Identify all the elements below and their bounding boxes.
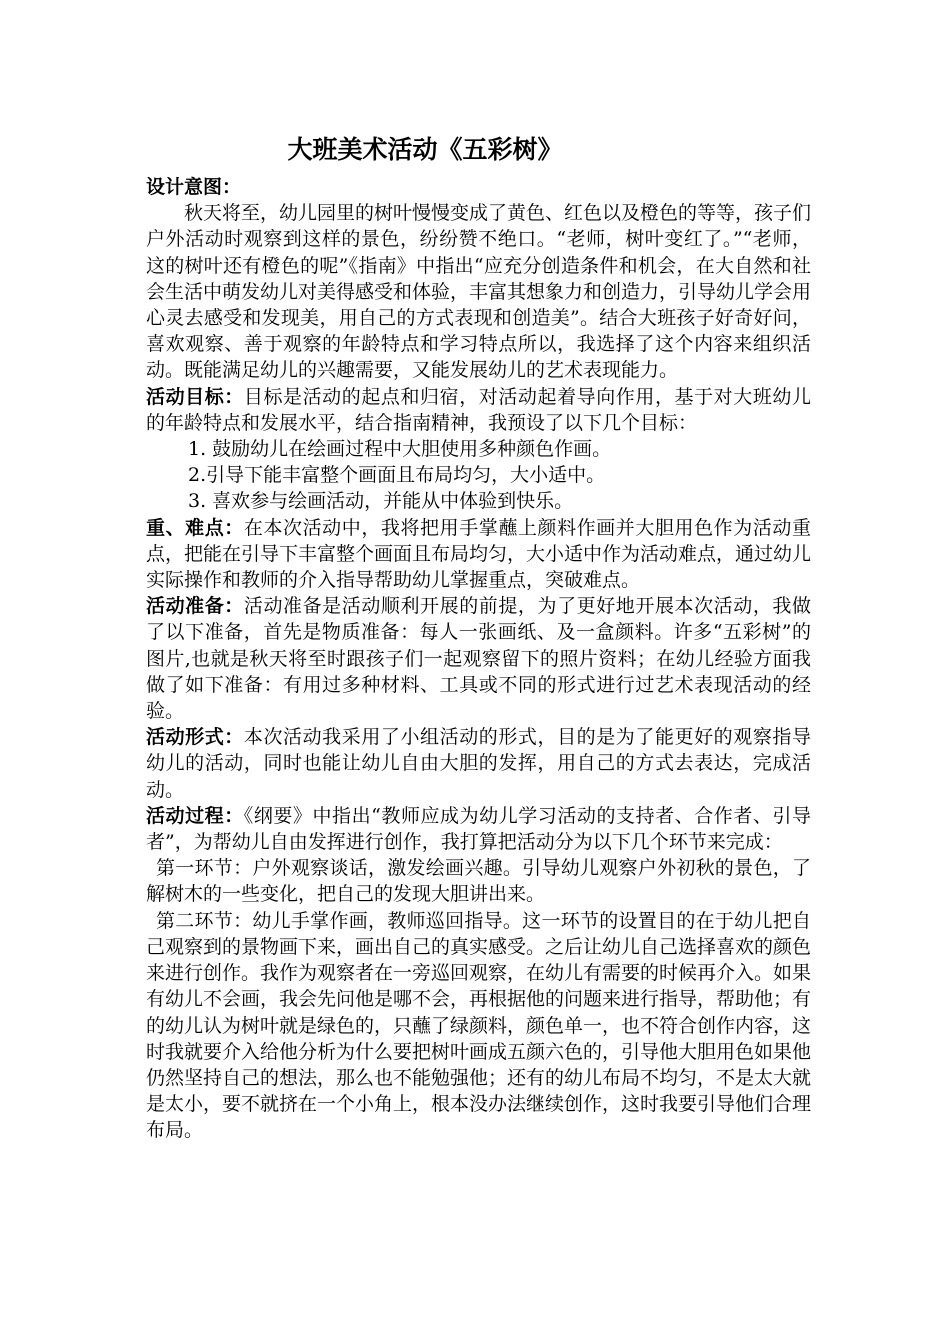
goal-item-2: 2.引导下能丰富整个画面且布局均匀，大小适中。 <box>188 464 606 487</box>
stage-1: 第一环节：户外观察谈话，激发绘画兴趣。引导幼儿观察户外初秋的景色，了解树木的一些变化，把自己的发现大胆讲出来。 <box>146 857 811 906</box>
document-body <box>146 174 811 1144</box>
form-heading: 活动形式： <box>146 726 244 749</box>
prep-text: 活动准备是活动顺利开展的前提，为了更好地开展本次活动，我做了以下准备，首先是物质准备：每人一张画纸、及一盒颜料。许多“五彩树”的图片,也就是秋天将至时跟孩子们一起观察留下的照片资料；在幼儿经验方面我做了如下准备：有用过多种材料、工具或不同的形式进行过艺术表现活动的经验。 <box>146 595 811 723</box>
keypoints-paragraph <box>146 515 811 594</box>
goal-item-1: 1. 鼓励幼儿在绘画过程中大胆使用多种颜色作画。 <box>188 438 612 461</box>
goals-text: 目标是活动的起点和归宿，对活动起着导向作用，基于对大班幼儿的年龄特点和发展水平，结合指南精神，我预设了以下几个目标： <box>146 385 811 434</box>
goal-item-3: 3. 喜欢参与绘画活动，并能从中体验到快乐。 <box>188 490 574 513</box>
keypoints-heading: 重、难点： <box>146 516 244 539</box>
process-text: 《纲要》中指出“教师应成为幼儿学习活动的支持者、合作者、引导者”，为帮幼儿自由发挥进行创作，我打算把活动分为以下几个环节来完成： <box>146 804 811 854</box>
document-title: 大班美术活动《五彩树》 <box>287 135 563 164</box>
design-heading: 设计意图： <box>146 176 242 198</box>
process-heading: 活动过程： <box>146 804 244 827</box>
process-paragraph <box>146 803 811 855</box>
design-paragraph: 秋天将至，幼儿园里的树叶慢慢变成了黄色、红色以及橙色的等等，孩子们户外活动时观察到这样的景色，纷纷赞不绝口。“老师，树叶变红了。”“老师，这的树叶还有橙色的呢”《指南》中指出“应充分创造条件和机会，在大自然和社会生活中萌发幼儿对美得感受和体验，丰富其想象力和创造力，引导幼儿学会用心灵去感受和发现美，用自己的方式表现和创造美”。结合大班孩子好奇好问，喜欢观察、善于观察的年龄特点和学习特点所以，我选择了这个内容来组织活动。既能满足幼儿的兴趣需要，又能发展幼儿的艺术表现能力。 <box>146 202 812 382</box>
prep-paragraph <box>146 593 811 724</box>
stage-2: 第二环节：幼儿手掌作画，教师巡回指导。这一环节的设置目的在于幼儿把自己观察到的景物画下来，画出自己的真实感受。之后让幼儿自己选择喜欢的颜色来进行创作。我作为观察者在一旁巡回观察，在幼儿有需要的时候再介入。如果有幼儿不会画，我会先问他是哪不会，再根据他的问题来进行指导，帮助他；有的幼儿认为树叶就是绿色的，只蘸了绿颜料，颜色单一，也不符合创作内容，这时我就要介入给他分析为什么要把树叶画成五颜六色的，引导他大胆用色如果他仍然坚持自己的想法，那么也不能勉强他；还有的幼儿布局不均匀，不是太大就是太小，要不就挤在一个小角上，根本没办法继续创作，这时我要引导他们合理布局。 <box>146 909 812 1142</box>
prep-heading: 活动准备： <box>146 595 244 618</box>
form-paragraph <box>146 724 811 803</box>
form-text: 本次活动我采用了小组活动的形式，目的是为了能更好的观察指导幼儿的活动，同时也能让幼儿自由大胆的发挥，用自己的方式去表达，完成活动。 <box>146 726 811 801</box>
goals-paragraph <box>146 384 811 436</box>
keypoints-text: 在本次活动中，我将把用手掌蘸上颜料作画并大胆用色作为活动重点，把能在引导下丰富整个画面且布局均匀，大小适中作为活动难点，通过幼儿实际操作和教师的介入指导帮助幼儿掌握重点，突破难点。 <box>146 516 812 592</box>
goals-heading: 活动目标： <box>146 385 244 408</box>
